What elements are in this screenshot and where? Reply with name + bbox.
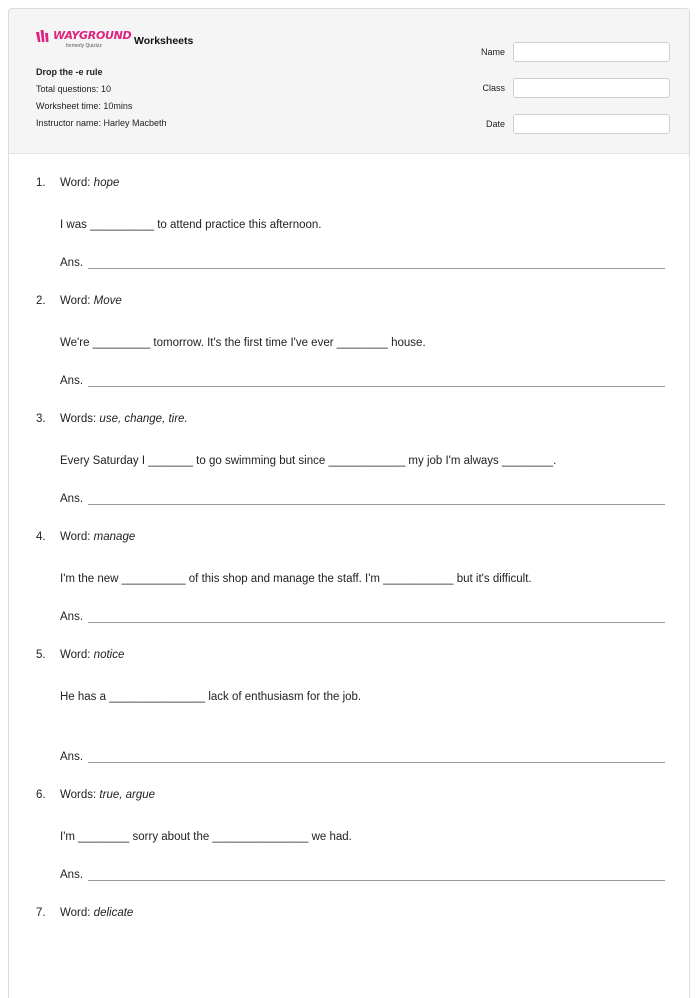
prompt-prefix: Words:: [60, 789, 100, 801]
answer-line[interactable]: [88, 753, 665, 763]
question-prompt: [60, 531, 135, 545]
question-sentence: I'm the new __________ of this shop and manage the staff. I'm ___________ but it's difficult.: [60, 573, 532, 585]
instructor-name: Instructor name: Harley Macbeth: [36, 118, 167, 128]
question-6: [36, 789, 665, 881]
answer-label: Ans.: [60, 869, 84, 881]
date-input[interactable]: [513, 114, 670, 134]
name-label: Name: [480, 47, 505, 57]
question-7: [36, 907, 665, 921]
question-prompt: [60, 649, 124, 663]
question-sentence: We're _________ tomorrow. It's the first time I've ever ________ house.: [60, 337, 426, 349]
answer-row: [60, 373, 665, 387]
answer-label: Ans.: [60, 257, 84, 269]
worksheet-time: Worksheet time: 10mins: [36, 101, 133, 111]
question-sentence: Every Saturday I _______ to go swimming but since ____________ my job I'm always ________.: [60, 455, 557, 467]
question-2: [36, 295, 665, 387]
wayground-logo-icon: [36, 30, 50, 42]
answer-label: Ans.: [60, 611, 84, 623]
total-questions: Total questions: 10: [36, 84, 112, 94]
question-prompt: [60, 177, 119, 191]
question-list: [36, 177, 665, 921]
answer-line[interactable]: [88, 259, 665, 269]
app-title: Worksheets: [134, 35, 194, 47]
class-row: [449, 70, 670, 106]
prompt-prefix: Word:: [60, 649, 94, 661]
question-prompt: [60, 295, 122, 309]
question-1: [36, 177, 665, 269]
prompt-prefix: Word:: [60, 907, 94, 919]
worksheet-topic: Drop the -e rule: [36, 67, 103, 77]
logo: [36, 29, 131, 49]
logo-text: WAYGROUND: [53, 29, 132, 42]
answer-label: Ans.: [60, 751, 84, 763]
prompt-word: use, change, tire.: [99, 413, 188, 425]
prompt-prefix: Word:: [60, 177, 94, 189]
question-number: 4.: [36, 531, 46, 543]
question-prompt: [60, 789, 155, 803]
question-5: [36, 649, 665, 763]
class-input[interactable]: [513, 78, 670, 98]
question-number: 6.: [36, 789, 46, 801]
class-label: Class: [482, 83, 505, 93]
answer-row: [60, 255, 665, 269]
question-sentence: I was __________ to attend practice this afternoon.: [60, 219, 322, 231]
question-number: 1.: [36, 177, 46, 189]
question-number: 5.: [36, 649, 46, 661]
answer-line[interactable]: [88, 871, 665, 881]
prompt-word: notice: [93, 649, 125, 661]
prompt-word: true, argue: [99, 789, 156, 801]
prompt-word: hope: [93, 177, 120, 189]
worksheet-header: [9, 9, 689, 154]
answer-row: [60, 867, 665, 881]
question-3: [36, 413, 665, 505]
prompt-prefix: Word:: [60, 295, 94, 307]
student-fields: [449, 34, 670, 142]
answer-label: Ans.: [60, 493, 84, 505]
logo-brand: [36, 29, 131, 42]
worksheet: [8, 8, 690, 998]
question-number: 7.: [36, 907, 46, 919]
prompt-word: delicate: [93, 907, 134, 919]
question-prompt: [60, 413, 188, 427]
date-row: [449, 106, 670, 142]
logo-subtitle: formerly Quizizz: [66, 43, 102, 49]
prompt-word: manage: [93, 531, 136, 543]
answer-label: Ans.: [60, 375, 84, 387]
question-sentence: I'm ________ sorry about the _______________ we had.: [60, 831, 352, 843]
question-prompt: [60, 907, 133, 921]
question-number: 2.: [36, 295, 46, 307]
prompt-word: Move: [93, 295, 122, 307]
answer-row: [60, 491, 665, 505]
answer-line[interactable]: [88, 377, 665, 387]
answer-row: [60, 749, 665, 763]
question-sentence: He has a _______________ lack of enthusiasm for the job.: [60, 691, 362, 703]
name-row: [449, 34, 670, 70]
question-number: 3.: [36, 413, 46, 425]
question-4: [36, 531, 665, 623]
name-input[interactable]: [513, 42, 670, 62]
prompt-prefix: Words:: [60, 413, 100, 425]
worksheet-info: [36, 67, 167, 135]
date-label: Date: [485, 119, 505, 129]
answer-line[interactable]: [88, 495, 665, 505]
answer-line[interactable]: [88, 613, 665, 623]
answer-row: [60, 609, 665, 623]
prompt-prefix: Word:: [60, 531, 94, 543]
